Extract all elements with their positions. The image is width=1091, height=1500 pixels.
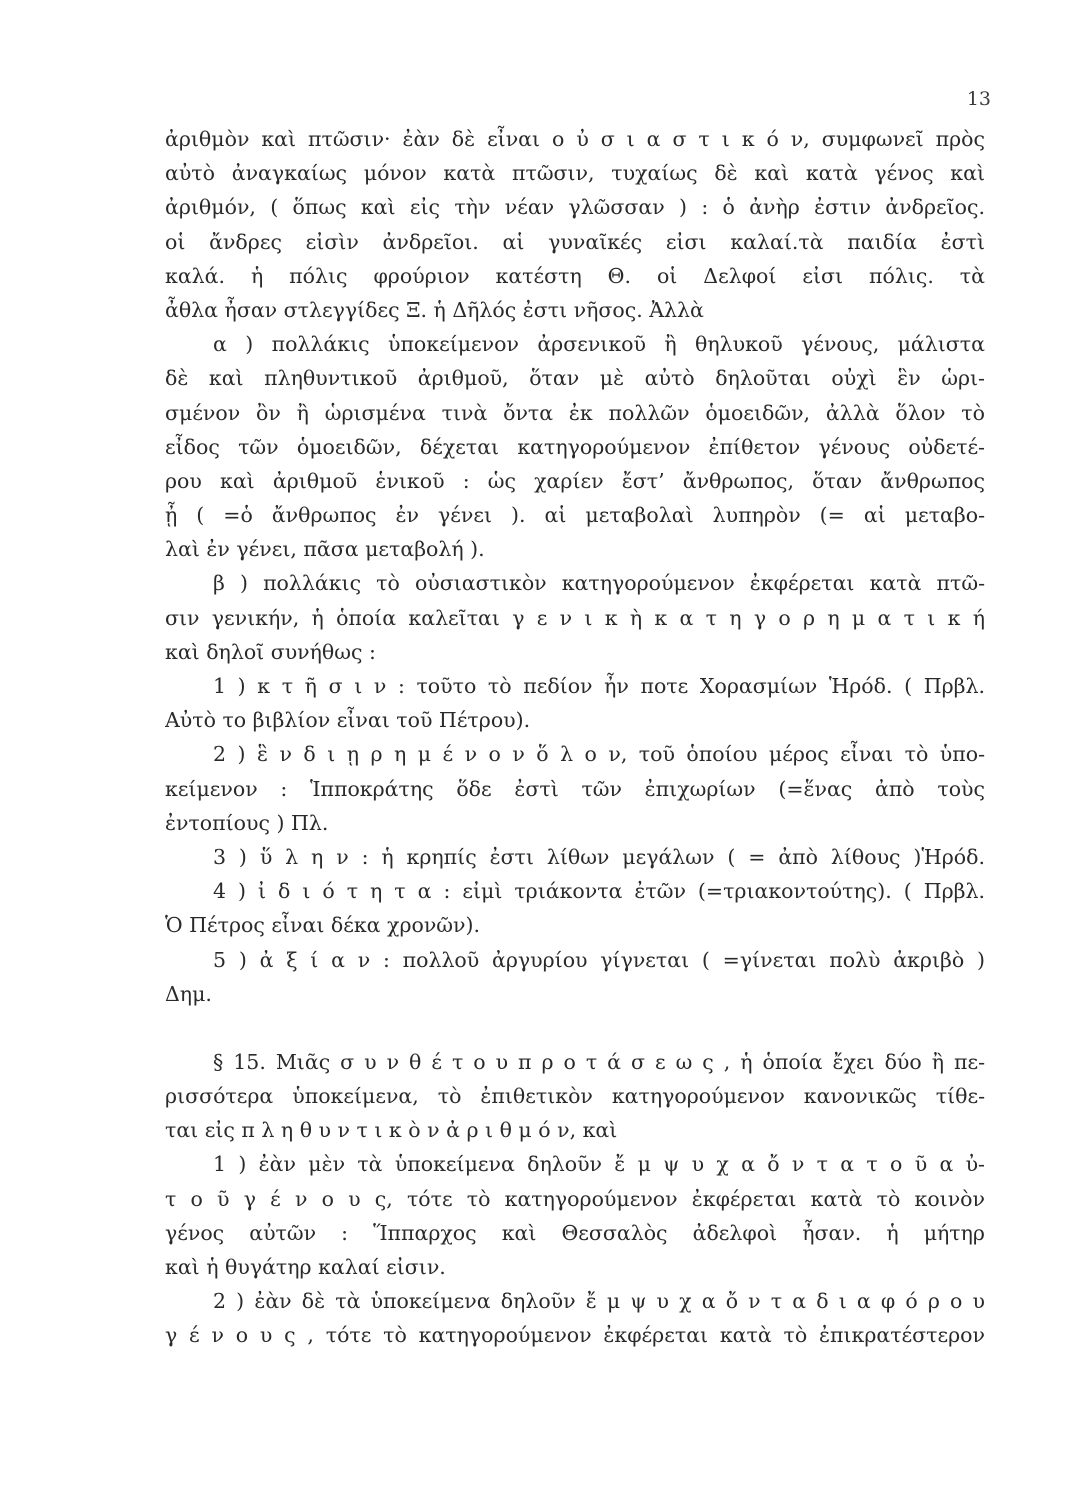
text-line: 3 ) ὕ λ η ν : ἡ κρηπίς ἐστι λίθων μεγάλων ( = ἀπὸ λίθους )Ἡρόδ. <box>213 844 985 869</box>
text-line: εἶδος τῶν ὁμοειδῶν, δέχεται κατηγορούμενον ἐπίθετον γένους οὐδετέ- <box>165 434 985 459</box>
text-line: ται εἰς π λ η θ υ ν τ ι κ ὸ ν ἀ ρ ι θ μ ό ν, καὶ <box>165 1118 618 1143</box>
text-line: β ) πολλάκις τὸ οὐσιαστικὸν κατηγορούμενον ἐκφέρεται κατὰ πτῶ- <box>213 571 985 596</box>
text-line: 2 ) ἓ ν δ ι ῃ ρ η μ έ ν ο ν ὅ λ ο ν, τοῦ ὁποίου μέρος εἶναι τὸ ὑπο- <box>213 742 985 767</box>
text-line: γ έ ν ο υ ς , τότε τὸ κατηγορούμενον ἐκφέρεται κατὰ τὸ ἐπικρατέστερον <box>165 1323 985 1348</box>
text-line: 1 ) ἐὰν μὲν τὰ ὑποκείμενα δηλοῦν ἔ μ ψ υ χ α ὄ ν τ α τ ο ῦ α ὐ- <box>213 1152 985 1177</box>
text-line: Δημ. <box>165 981 212 1006</box>
text-line: δὲ καὶ πληθυντικοῦ ἀριθμοῦ, ὅταν μὲ αὐτὸ δηλοῦται οὐχὶ ἓν ὡρι- <box>165 366 985 391</box>
text-line: αὐτὸ ἀναγκαίως μόνον κατὰ πτῶσιν, τυχαίως δὲ καὶ κατὰ γένος καὶ <box>165 161 985 186</box>
text-line: λαὶ ἐν γένει, πᾶσα μεταβολή ). <box>165 537 485 562</box>
text-line: σιν γενικήν, ἡ ὁποία καλεῖται γ ε ν ι κ ὴ κ α τ η γ ο ρ η μ α τ ι κ ή <box>165 605 985 630</box>
text-line: ἐντοπίους ) Πλ. <box>165 810 329 835</box>
text-line: 5 ) ἀ ξ ί α ν : πολλοῦ ἀργυρίου γίγνεται ( =γίνεται πολὺ ἀκριβὸ ) <box>213 947 985 972</box>
text-line: Αὐτὸ το βιβλίον εἶναι τοῦ Πέτρου). <box>165 708 531 733</box>
text-line: ἆθλα ἦσαν στλεγγίδες Ξ. ἡ Δῆλός ἐστι νῆσος. Ἀλλὰ <box>165 297 704 322</box>
text-line: 1 ) κ τ ῆ σ ι ν : τοῦτο τὸ πεδίον ἦν ποτε Χορασμίων Ἡρόδ. ( Πρβλ. <box>213 674 985 698</box>
text-line: καλά. ἡ πόλις φρούριον κατέστη Θ. οἱ Δελφοί εἰσι πόλις. τὰ <box>165 263 985 288</box>
text-line: ρισσότερα ὑποκείμενα, τὸ ἐπιθετικὸν κατηγορούμενον κανονικῶς τίθε- <box>165 1084 985 1109</box>
text-line: κείμενον : Ἱπποκράτης ὅδε ἐστὶ τῶν ἐπιχωρίων (=ἕνας ἀπὸ τοὺς <box>165 776 985 801</box>
text-line: ἀριθμὸν καὶ πτῶσιν· ἐὰν δὲ εἶναι ο ὐ σ ι α σ τ ι κ ό ν, συμφωνεῖ πρὸς <box>165 127 985 151</box>
body-text <box>165 122 985 1353</box>
text-line: Ὁ Πέτρος εἶναι δέκα χρονῶν). <box>165 913 480 938</box>
text-line: οἱ ἄνδρες εἰσὶν ἀνδρεῖοι. αἱ γυναῖκές εἰσι καλαί.τὰ παιδία ἐστὶ <box>165 229 985 254</box>
section-gap <box>165 1011 985 1045</box>
text-line: τ ο ῦ γ έ ν ο υ ς, τότε τὸ κατηγορούμενον ἐκφέρεται κατὰ τὸ κοινὸν <box>165 1186 985 1211</box>
text-line: ρου καὶ ἀριθμοῦ ἑνικοῦ : ὡς χαρίεν ἔστ’ ἄνθρωπος, ὅταν ἄνθρωπος <box>165 468 985 493</box>
page-number: 13 <box>966 88 991 110</box>
section-heading-line: § 15. Μιᾶς σ υ ν θ έ τ ο υ π ρ ο τ ά σ ε ω ς , ἡ ὁποία ἔχει δύο ἢ πε- <box>213 1049 985 1074</box>
text-line: α ) πολλάκις ὑποκείμενον ἀρσενικοῦ ἢ θηλυκοῦ γένους, μάλιστα <box>213 332 985 357</box>
text-line: ἀριθμόν, ( ὅπως καὶ εἰς τὴν νέαν γλῶσσαν ) : ὁ ἀνὴρ ἐστιν ἀνδρεῖος. <box>165 195 985 220</box>
text-line: γένος αὐτῶν : Ἵππαρχος καὶ Θεσσαλὸς ἀδελφοὶ ἦσαν. ἡ μήτηρ <box>165 1220 985 1245</box>
text-line: καὶ ἡ θυγάτηρ καλαί εἰσιν. <box>165 1255 446 1279</box>
text-line: ᾖ ( =ὁ ἄνθρωπος ἐν γένει ). αἱ μεταβολαὶ λυπηρὸν (= αἱ μεταβο- <box>165 503 985 528</box>
text-line: 2 ) ἐὰν δὲ τὰ ὑποκείμενα δηλοῦν ἔ μ ψ υ χ α ὄ ν τ α δ ι α φ ό ρ ο υ <box>213 1289 985 1314</box>
text-line: 4 ) ἰ δ ι ό τ η τ α : εἰμὶ τριάκοντα ἐτῶν (=τριακοντούτης). ( Πρβλ. <box>213 879 985 904</box>
text-line: σμένον ὂν ἢ ὡρισμένα τινὰ ὄντα ἐκ πολλῶν ὁμοειδῶν, ἀλλὰ ὅλον τὸ <box>165 400 985 425</box>
text-line: καὶ δηλοῖ συνήθως : <box>165 639 376 664</box>
